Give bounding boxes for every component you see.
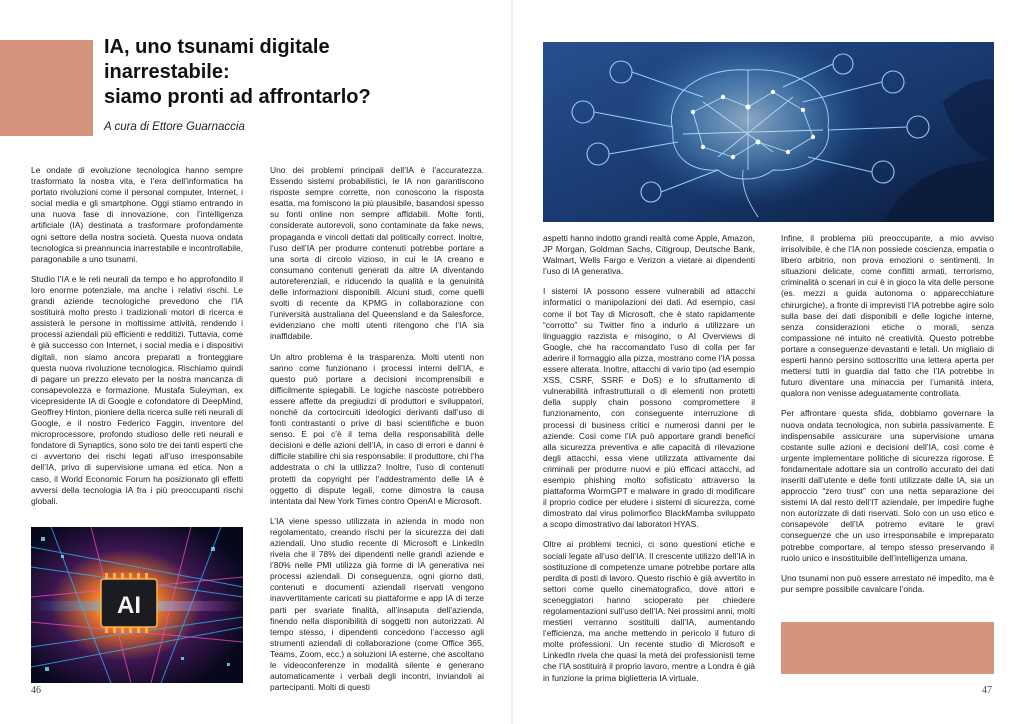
title-line-2: siamo pronti ad affrontarlo? [104,86,371,108]
title-line-1: IA, uno tsunami digitale inarrestabile: [104,36,330,83]
ai-circuit-image [31,527,243,683]
accent-block-bottom-right [781,622,994,674]
neural-brain-image [543,42,994,222]
ai-chip-label: AI [117,592,141,619]
neural-brain-illustration [543,42,994,222]
paragraph: I sistemi IA possono essere vulnerabili ad attacchi informatici o manipolazioni dei dati. Ad esempio, casi come il bot Tay di Microsoft, che è stato rapidamente “corrotto” su Twitter fino a indurlo a utilizzare un linguaggio razzista e misogino, o AI Overviews di Google, che ha raccomandato l’uso di colla per far aderire il formaggio alla pizza, mostrano come l’IA possa essere alterata. Inoltre, attacchi di vario tipo (ad esempio XSS, CSRF, SSRF e DoS) e lo sfruttamento di vulnerabilità infrastrutturali o di elementi non protetti della supply chain possono compromettere il funzionamento, con conseguente interruzione di processi di business critici e numerosi danni per le aziende. Così come l’IA può apportare grandi benefici alla sicurezza preventiva e alle capacità di rilevazione degli attacchi, essa viene utilizzata attivamente dai criminali per produrre nuovi e più efficaci attacchi, ad esempio phishing molto sofisticato attraverso la piattaforma WormGPT e malware in grado di modificare il proprio codice per eludere i sistemi di sicurezza, come dimostrato dal virus polimorfico BlackMamba sviluppato a scopo dimostrativo dai laboratori HYAS. [543,286,755,530]
paragraph: Studio l’IA e le reti neurali da tempo e ho approfondito il loro enorme potenziale, ma anche i relativi rischi. Le grandi aziende tecnologiche prevedono che l’IA sostituirà molto presto i tradizionali motori di ricerca e assisterà le persone in moltissime attività, rendendo i processi aziendali più efficienti e redditizi. Tuttavia, come è già successo con Internet, i social media e i dispositivi digitali, non siamo ancora preparati a fronteggiare questa nuova rivoluzione tecnologica. Rischiamo quindi di pagare un prezzo elevato per la nostra mancanza di consapevolezza e formazione. Mustafa Suleyman, ex vicepresidente IA di Google e cofondatore di DeepMind, Geoffrey Hinton, pioniere della ricerca sulle reti neurali di Google, e il nostro Federico Faggin, inventore del microprocessore, profondo studioso delle reti neurali e fondatore di Synaptics, sono solo tre dei tanti esperti che ci avvertono dei rischi legati all’uso irresponsabile dell’IA, privo di supervisione umana ed etica. Non a caso, il World Economic Forum ha posizionato gli effetti avversi della tecnologia IA fra i più preoccupanti rischi globali. [31,273,244,506]
column-1 [31,165,243,516]
paragraph: L’IA viene spesso utilizzata in azienda in modo non regolamentato, creando rischi per la sicurezza dei dati aziendali. Uno studio recente di Microsoft e LinkedIn rivela che il 78% dei dipendenti nelle grandi aziende e l’80% nelle PMI utilizza già forme di IA generativa nei processi aziendali. Di conseguenza, ogni giorno dati, contenuti e documenti aziendali riservati vengono inavvertitamente caricati su piattaforme e app IA di terze parti per svariate finalità, all’insaputa dell’azienda, finendo nella disponibilità di soggetti non autorizzati. Al tempo stesso, i dipendenti concedono l’accesso agli strumenti aziendali di collaborazione (come Office 365, Teams, Zoom, ecc.) a soluzioni IA esterne, che ascoltano le videoconferenze in modalità silente e generano automaticamente i verbali degli incontri, inviandoli ai partecipanti. Molti di questi [270,515,484,693]
column-3 [543,233,755,693]
column-2 [270,165,484,702]
page-gutter [511,0,513,724]
paragraph: aspetti hanno indotto grandi realtà come Apple, Amazon, JP Morgan, Goldman Sachs, Citigroup, Deutsche Bank, Walmart, Wells Fargo e Verizon a vietare ai dipendenti l’uso di IA generativa. [543,233,755,277]
paragraph: Un altro problema è la trasparenza. Molti utenti non sanno come funzionano i processi interni dell’IA, e questo può portare a decisioni incomprensibili e difficilmente spiegabili. Le logiche nascoste potrebbero essere affette da pregiudizi di produttori e sviluppatori, nonché da cortocircuiti ideologici derivanti dall’uso di fonti contrastanti o prive di basi scientifiche e buon senso. E poi c’è il tema della responsabilità delle decisioni e delle azioni dell’IA, in caso di errori e danni è difficile stabilire chi sia responsabile: il produttore, chi l’ha addestrata o chi la utilizza? Inoltre, l’uso di contenuti protetti da copyright per l’addestramento delle IA è oggetto di dispute legali, come dimostra la causa intentata dal New York Times contro OpenAI e Microsoft. [270,351,484,506]
article-title [104,35,444,110]
byline: A cura di Ettore Guarnaccia [104,121,245,133]
column-4 [781,233,994,604]
page-number-left: 46 [31,685,41,696]
page-number-right: 47 [982,685,992,696]
ai-circuit-illustration [31,527,243,683]
paragraph: Oltre ai problemi tecnici, ci sono questioni etiche e sociali legate all’uso dell’IA. Il crescente utilizzo dell’IA in sostituzione di competenze umane potrebbe portare alla perdita di posti di lavoro. Questo rischio è già avvertito in settori come quello cinematografico, dove attori e sceneggiatori hanno scioperato per chiedere regolamentazioni sull’uso dell’IA. Nei prossimi anni, molti mestieri verranno sostituiti dall’IA, aumentando l’efficienza, ma anche mettendo in pericolo il futuro di molte professioni. Un recente studio di Microsoft e LinkedIn rivela che quasi la metà dei professionisti teme che l’IA sostituirà il proprio lavoro, mentre a Londra è già in funzione la prima biglietteria IA virtuale. [543,539,755,683]
paragraph: Per affrontare questa sfida, dobbiamo governare la nuova ondata tecnologica, non subirla passivamente. È indispensabile assicurare una supervisione umana costante sulle azioni e decisioni dell’IA, così come è urgente implementare politiche di sicurezza rigorose. È fondamentale adottare sia un controllo accurato dei dati inseriti dall’utente e delle fonti utilizzate dalle IA, sia un approccio “zero trust” con una netta separazione dei sistemi IA dal resto dell’IT aziendale, per impedire fughe non autorizzate di dati riservati. Solo con un uso etico e consapevole dell’IA potremo evitare le gravi conseguenze che un uso irresponsabile e impreparato potrebbe comportare, al tempo stesso preservando il ruolo unico e insostituibile dell’intelligenza umana. [781,408,994,563]
paragraph: Uno dei problemi principali dell’IA è l’accuratezza. Essendo sistemi probabilistici, le IA non garantiscono risposte sempre corrette, non conoscono la risposta esatta, ma forniscono la più plausibile, basandosi spesso su fonti online non sempre affidabili. Molte fonti, considerate autorevoli, sono contaminate da fake news, propaganda e vincoli dettati dal politically correct. Inoltre, l’uso dell’IA per produrre contenuti potrebbe portare a una sorta di circolo vizioso, in cui le IA creano e consumano contenuti generati da altre IA diventando autoreferenziali, e riducendo la qualità e la genuinità delle informazioni disponibili. Alcuni studi, come quelli svolti di recente da KPMG in collaborazione con l’università australiana del Queensland e da Salesforce, evidenziano che molti utenti ritengono che l’IA sia inaffidabile. [270,165,484,342]
paragraph: Le ondate di evoluzione tecnologica hanno sempre trasformato la nostra vita, e l’era dell’informatica ha portato rivoluzioni come il personal computer, Internet, i social media e gli smartphone. Oggi stiamo entrando in una nuova fase di innovazione, con l’intelligenza artificiale (IA) destinata a trasformare profondamente ogni settore della nostra società. Questa nuova ondata tecnologica si preannuncia inarrestabile e incontrollabile, paragonabile a uno tsunami. [31,165,243,264]
accent-block-top-left [0,40,93,136]
paragraph: Infine, il problema più preoccupante, a mio avviso irrisolvibile, è che l’IA non possiede coscienza, empatia o libero arbitrio, non prova emozioni o sentimenti. In situazioni delicate, come conflitti armati, terrorismo, criminalità o scenari in cui è in gioco la vita delle persone (es. mezzi a guida autonoma o apparecchiature chirurgiche), a fronte di imprevisti l’IA potrebbe agire solo sulla base dei dati disponibili e delle logiche interne, senza considerazioni etiche o morali, senza compassione né intuito né creatività. Questo potrebbe portare a conseguenze devastanti e letali. Un migliaio di esperti hanno persino sottoscritto una lettera aperta per mettersi tutti in guardia dal fatto che l’IA potrebbe in futuro diventare una minaccia per l’umanità intera, qualora non venisse adeguatamente controllata. [781,233,994,399]
paragraph: Uno tsunami non può essere arrestato né impedito, ma è pur sempre possibile cavalcare l’onda. [781,572,994,594]
